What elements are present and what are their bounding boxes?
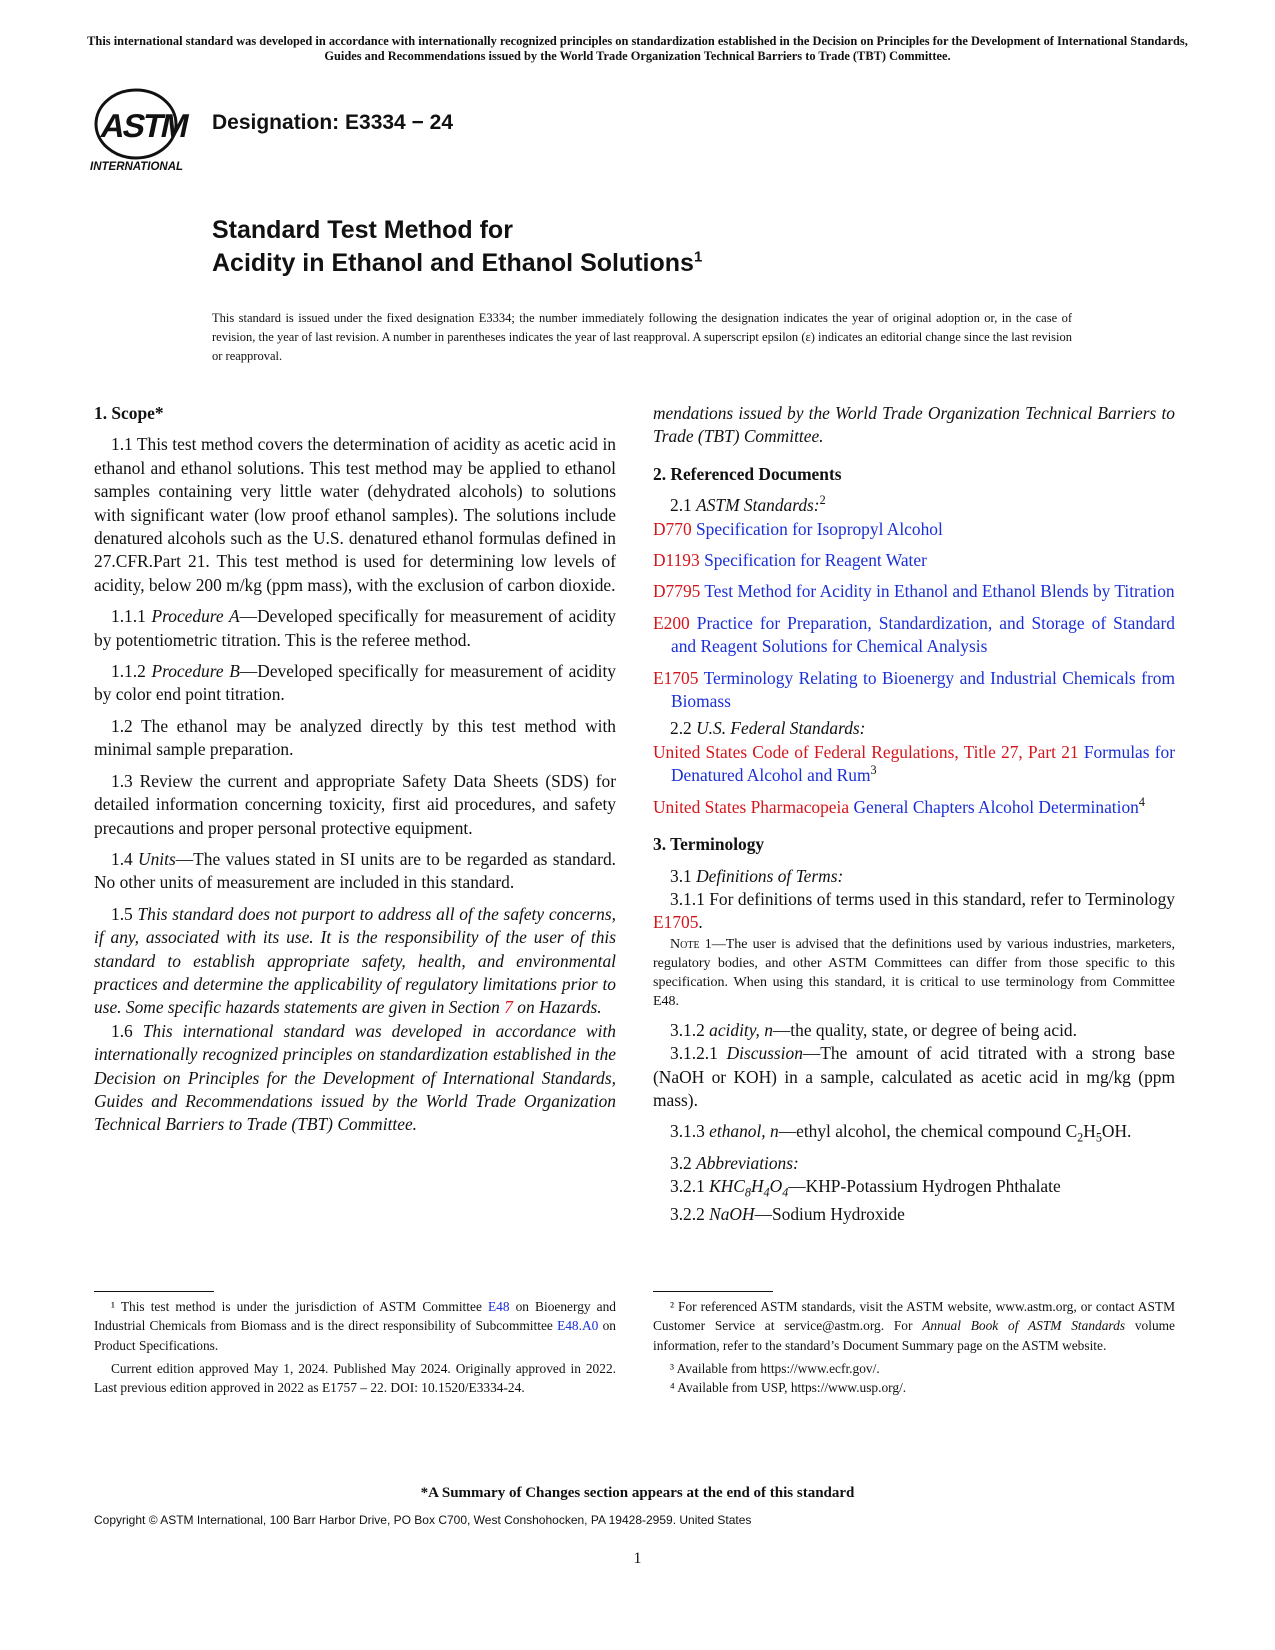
- para-text: 3.1.1 For definitions of terms used in this standard, refer to Terminology: [670, 888, 1175, 909]
- para-term: Procedure A: [151, 606, 240, 627]
- para-text: —Developed specifically for measurement of acidity by potentiometric titration. This is the referee method.: [94, 606, 616, 650]
- note-1: [653, 935, 1175, 1011]
- footnote-text: ² For referenced ASTM standards, visit the ASTM website, www.astm.org, or contact ASTM Customer Service at service@astm.org. For: [653, 1299, 1175, 1334]
- para-term: Procedure B: [151, 661, 240, 682]
- footnote-1: [94, 1297, 616, 1355]
- footnotes-left: [94, 1297, 616, 1401]
- para-term: acidity, n: [709, 1019, 773, 1040]
- ref-title[interactable]: Formulas for Denatured Alcohol and Rum: [671, 741, 1175, 786]
- para-text-end: .: [698, 912, 703, 933]
- para-num: 1.4: [111, 848, 139, 869]
- para-num: 3.1.2: [670, 1019, 710, 1040]
- footnote-1-edition: Current edition approved May 1, 2024. Published May 2024. Originally approved in 2022. Last previous edition approved in 2022 as E1757 – 22. DOI: 10.1520/E3334-24.: [94, 1360, 616, 1396]
- para-3-1-2: [653, 1019, 1175, 1042]
- top-notice: This international standard was developed in accordance with internationally recognized principles on standardization established in the Decision on Principles for the Development of International Standards, Guides and Recommendations issued by the World Trade Organization Technical Barriers to Trade (TBT) Committee.: [87, 34, 1188, 63]
- para-1-1: 1.1 This test method covers the determination of acidity as acetic acid in ethanol and ethanol solutions. This test method may be applied to ethanol samples containing very little water (dehydrated alcohols) to solutions with significant water (low proof ethanol samples). The solutions include denatured alcohols such as the U.S. denatured ethanol formulas defined in 27.CFR.Part 21. This test method is used for determining low levels of acidity, below 200 m/kg (ppm mass), with the exclusion of carbon dioxide.: [94, 434, 616, 595]
- para-text: —the quality, state, or degree of being acid.: [772, 1019, 1077, 1040]
- title-line-1: Standard Test Method for: [212, 216, 513, 244]
- footnote-4: ⁴ Available from USP, https://www.usp.org/.: [670, 1380, 907, 1396]
- ref-code[interactable]: D1193: [653, 550, 700, 571]
- ref-title[interactable]: Specification for Reagent Water: [704, 550, 927, 571]
- ref-title[interactable]: Terminology Relating to Bioenergy and Industrial Chemicals from Biomass: [671, 667, 1175, 712]
- footnote-3: ³ Available from https://www.ecfr.gov/.: [670, 1360, 880, 1376]
- ref-usp[interactable]: [653, 796, 1175, 819]
- footnote-text: ¹ This test method is under the jurisdiction of ASTM Committee: [111, 1299, 488, 1314]
- footnote-text: on Bioenergy and Industrial Chemicals from Biomass and is the direct responsibility of Subcommittee: [94, 1299, 616, 1334]
- left-column: [94, 402, 616, 1145]
- logo-letters: ASTM: [97, 108, 191, 145]
- para-3-2: [653, 1152, 1175, 1175]
- para-num: 3.2: [670, 1152, 697, 1173]
- page-number: 1: [633, 1550, 642, 1567]
- ref-code[interactable]: D770: [653, 518, 692, 539]
- ref-d7795[interactable]: [653, 580, 1175, 603]
- para-1-5: [94, 903, 616, 1020]
- footnote-ref-2[interactable]: 2: [819, 493, 826, 508]
- para-2-1: [653, 494, 1175, 517]
- para-num: 3.2.1: [670, 1176, 710, 1197]
- para-text: —The values stated in SI units are to be regarded as standard. No other units of measurement are included in this standard.: [94, 848, 616, 893]
- para-3-1-3: [653, 1120, 1175, 1143]
- footnote-rule-right: [653, 1291, 773, 1292]
- para-num: 2.1: [670, 495, 697, 516]
- ref-title[interactable]: General Chapters Alcohol Determination: [853, 796, 1139, 817]
- footnote-rule-left: [94, 1291, 214, 1292]
- ref-title[interactable]: Specification for Isopropyl Alcohol: [696, 518, 943, 539]
- designation: Designation: E3334 − 24: [212, 111, 454, 134]
- section-scope-heading: 1. Scope*: [94, 403, 164, 423]
- section-7-link[interactable]: 7: [504, 997, 513, 1018]
- footnote-ref-4[interactable]: 4: [1138, 794, 1145, 809]
- para-num: 3.2.2: [670, 1203, 710, 1224]
- para-3-1-2-1: [653, 1042, 1175, 1112]
- astm-logo: [90, 86, 202, 178]
- para-num: 1.1.2: [111, 661, 152, 682]
- para-3-2-1: [653, 1175, 1175, 1198]
- subscript: 2: [1077, 1130, 1084, 1145]
- ref-d1193[interactable]: [653, 549, 1175, 572]
- para-term: NaOH: [709, 1203, 755, 1224]
- ref-title[interactable]: Practice for Preparation, Standardization, and Storage of Standard and Reagent Solutions for Chemical Analysis: [671, 612, 1175, 657]
- footnotes-right: [653, 1297, 1175, 1401]
- ref-e200[interactable]: [653, 612, 1175, 659]
- section-referenced-heading: 2. Referenced Documents: [653, 463, 842, 484]
- para-num: 1.6: [111, 1020, 143, 1041]
- ref-title[interactable]: Test Method for Acidity in Ethanol and Ethanol Blends by Titration: [704, 581, 1175, 602]
- para-1-6: [94, 1020, 616, 1137]
- e48a0-link[interactable]: E48.A0: [557, 1318, 599, 1334]
- footnote-2: [653, 1297, 1175, 1355]
- para-text-end: on Hazards.: [512, 997, 602, 1018]
- e1705-link[interactable]: E1705: [653, 912, 699, 933]
- footnote-ref-3[interactable]: 3: [870, 763, 877, 778]
- document-title: [212, 214, 702, 280]
- title-text: Acidity in Ethanol and Ethanol Solutions: [212, 249, 694, 277]
- para-num: 1.1.1: [111, 606, 152, 627]
- formula-end: OH.: [1101, 1121, 1132, 1142]
- para-term: Definitions of Terms:: [696, 865, 844, 886]
- para-term: ASTM Standards:: [696, 495, 820, 516]
- para-1-1-2: [94, 660, 616, 707]
- para-text: —Sodium Hydroxide: [754, 1203, 905, 1224]
- para-1-4: [94, 848, 616, 895]
- formula-part: H: [750, 1176, 764, 1197]
- para-1-1-1: [94, 605, 616, 652]
- para-1-2: 1.2 The ethanol may be analyzed directly by this test method with minimal sample preparation.: [94, 715, 616, 760]
- title-footnote-ref[interactable]: 1: [693, 248, 703, 266]
- para-term: U.S. Federal Standards:: [696, 718, 866, 739]
- right-column: [653, 402, 1175, 1234]
- para-term: ethanol, n: [709, 1121, 779, 1142]
- ref-code[interactable]: United States Code of Federal Regulations, Title 27, Part 21: [653, 741, 1079, 762]
- ref-code[interactable]: E1705: [653, 667, 699, 688]
- section-terminology-heading: 3. Terminology: [653, 834, 765, 855]
- title-line-2: [212, 247, 702, 280]
- formula-part: KHC: [709, 1176, 745, 1197]
- ref-code[interactable]: E200: [653, 612, 690, 633]
- para-text: —ethyl alcohol, the chemical compound C: [778, 1121, 1078, 1142]
- note-text: —The user is advised that the definitions used by various industries, marketers, regulatory bodies, and other ASTM Committees can differ from those specific to this specification. When using this standard, it is critical to use terminology from Committee E48.: [653, 936, 1175, 1009]
- subscript: 4: [782, 1185, 789, 1200]
- footnote-text: volume information, refer to the standard’s Document Summary page on the ASTM website.: [653, 1318, 1175, 1353]
- ref-code[interactable]: United States Pharmacopeia: [653, 796, 850, 817]
- formula-part: O: [769, 1176, 783, 1197]
- para-term: Discussion: [726, 1043, 803, 1064]
- subscript: 5: [1095, 1130, 1102, 1145]
- ref-d770[interactable]: [653, 518, 1175, 541]
- para-3-2-2: [653, 1203, 1175, 1226]
- logo-subtitle: INTERNATIONAL: [90, 161, 184, 173]
- para-2-2: [653, 717, 1175, 740]
- copyright: Copyright © ASTM International, 100 Barr Harbor Drive, PO Box C700, West Conshohocken, PA 19428-2959. United States: [94, 1513, 752, 1527]
- para-1-3: 1.3 Review the current and appropriate Safety Data Sheets (SDS) for detailed information concerning toxicity, first aid procedures, and safety precautions and proper personal protective equipment.: [94, 770, 616, 838]
- formula-part: H: [1083, 1121, 1096, 1142]
- para-text: —The amount of acid titrated with a strong base (NaOH or KOH) in a sample, calculated as acetic acid in mg/kg (ppm mass).: [653, 1043, 1176, 1110]
- para-num: 1.5: [111, 903, 138, 924]
- para-num: 3.1.2.1: [670, 1043, 727, 1064]
- para-num: 2.2: [670, 718, 697, 739]
- subscript: 8: [744, 1185, 751, 1200]
- issue-note: This standard is issued under the fixed designation E3334; the number immediately following the designation indicates the year of original adoption or, in the case of revision, the year of last revision. A number in parentheses indicates the year of last reapproval. A superscript epsilon (ε) indicates an editorial change since the last revision or reapproval.: [212, 311, 1072, 363]
- summary-note: *A Summary of Changes section appears at the end of this standard: [420, 1485, 855, 1501]
- para-3-1: [653, 865, 1175, 888]
- subscript: 4: [763, 1185, 770, 1200]
- ref-code[interactable]: D7795: [653, 581, 701, 602]
- para-term: Abbreviations:: [696, 1152, 799, 1173]
- para-1-6-continued: [653, 402, 1175, 449]
- ref-e1705[interactable]: [653, 667, 1175, 714]
- para-term: Units: [138, 848, 176, 869]
- para-text: This standard does not purport to address all of the safety concerns, if any, associated with its use. It is the responsibility of the user of this standard to establish appropriate safety, health, and environmental practices and determine the applicability of regulatory limitations prior to use. Some specific hazards statements are given in Section: [94, 903, 616, 1018]
- note-label: Note 1: [670, 936, 712, 952]
- para-num: 3.1: [670, 865, 697, 886]
- para-num: 3.1.3: [670, 1121, 710, 1142]
- footnote-text: on Product Specifications.: [94, 1318, 616, 1353]
- para-text: mendations issued by the World Trade Organization Technical Barriers to Trade (TBT) Committee.: [653, 403, 1175, 447]
- para-text: —KHP-Potassium Hydrogen Phthalate: [788, 1176, 1061, 1197]
- para-3-1-1: [653, 888, 1175, 935]
- para-text: —Developed specifically for measurement of acidity by color end point titration.: [94, 661, 616, 705]
- para-text: This international standard was developed in accordance with internationally recognized principles on standardization established in the Decision on Principles for the Development of International Standards, Guides and Recommendations issued by the World Trade Organization Technical Barriers to Trade (TBT) Committee.: [94, 1020, 616, 1135]
- footnote-emphasis: Annual Book of ASTM Standards: [922, 1318, 1126, 1334]
- e48-link[interactable]: E48: [487, 1299, 510, 1314]
- ref-cfr[interactable]: [653, 741, 1175, 788]
